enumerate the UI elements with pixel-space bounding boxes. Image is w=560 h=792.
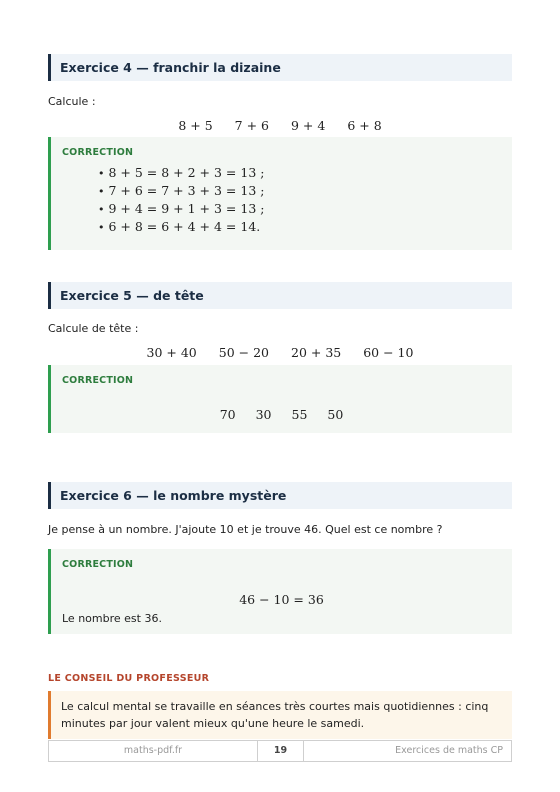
correction-label: CORRECTION (62, 559, 134, 570)
exercise-6-correction (48, 549, 512, 634)
correction-equation: 46 − 10 = 36 (239, 592, 324, 607)
operation: 20 + 35 (291, 345, 342, 360)
exercise-4-prompt: Calcule : (48, 95, 96, 108)
list-item: • 8 + 5 = 8 + 2 + 3 = 13 ; (98, 165, 265, 180)
page-number: 19 (258, 741, 304, 761)
list-item: • 7 + 6 = 7 + 3 + 3 = 13 ; (98, 183, 265, 198)
correction-list (98, 163, 264, 235)
exercise-6-title: Exercice 6 — le nombre mystère (48, 482, 512, 509)
operation: 60 − 10 (363, 345, 414, 360)
correction-label: CORRECTION (62, 147, 134, 158)
operation: 9 + 4 (291, 118, 326, 133)
operation: 8 + 5 (178, 118, 213, 133)
answer: 70 (219, 407, 236, 422)
exercise-4-operations (48, 118, 512, 133)
page-footer (48, 740, 512, 762)
exercise-4-correction (48, 137, 512, 250)
operation: 30 + 40 (146, 345, 197, 360)
tip-title: LE CONSEIL DU PROFESSEUR (48, 673, 210, 684)
answer: 30 (255, 407, 272, 422)
correction-label: CORRECTION (62, 375, 134, 386)
operation: 6 + 8 (347, 118, 382, 133)
exercise-5-correction (48, 365, 512, 433)
correction-conclusion: Le nombre est 36. (62, 612, 162, 625)
operation: 7 + 6 (234, 118, 269, 133)
exercise-5-operations (48, 345, 512, 360)
footer-site: maths-pdf.fr (49, 741, 258, 761)
exercise-5-title: Exercice 5 — de tête (48, 282, 512, 309)
exercise-6-prompt: Je pense à un nombre. J'ajoute 10 et je trouve 46. Quel est ce nombre ? (48, 523, 443, 536)
answer: 55 (291, 407, 308, 422)
exercise-4-title: Exercice 4 — franchir la dizaine (48, 54, 512, 81)
exercise-5-prompt: Calcule de tête : (48, 322, 139, 335)
list-item: • 9 + 4 = 9 + 1 + 3 = 13 ; (98, 201, 265, 216)
list-item: • 6 + 8 = 6 + 4 + 4 = 14. (98, 219, 261, 234)
answers-row (51, 407, 512, 422)
operation: 50 − 20 (218, 345, 269, 360)
tip-text: Le calcul mental se travaille en séances très courtes mais quotidiennes : cinq minutes par jour valent mieux qu'une heure le samedi. (61, 700, 489, 730)
tip-box (48, 691, 512, 739)
answer: 50 (327, 407, 344, 422)
footer-doc-title: Exercices de maths CP (395, 745, 503, 756)
